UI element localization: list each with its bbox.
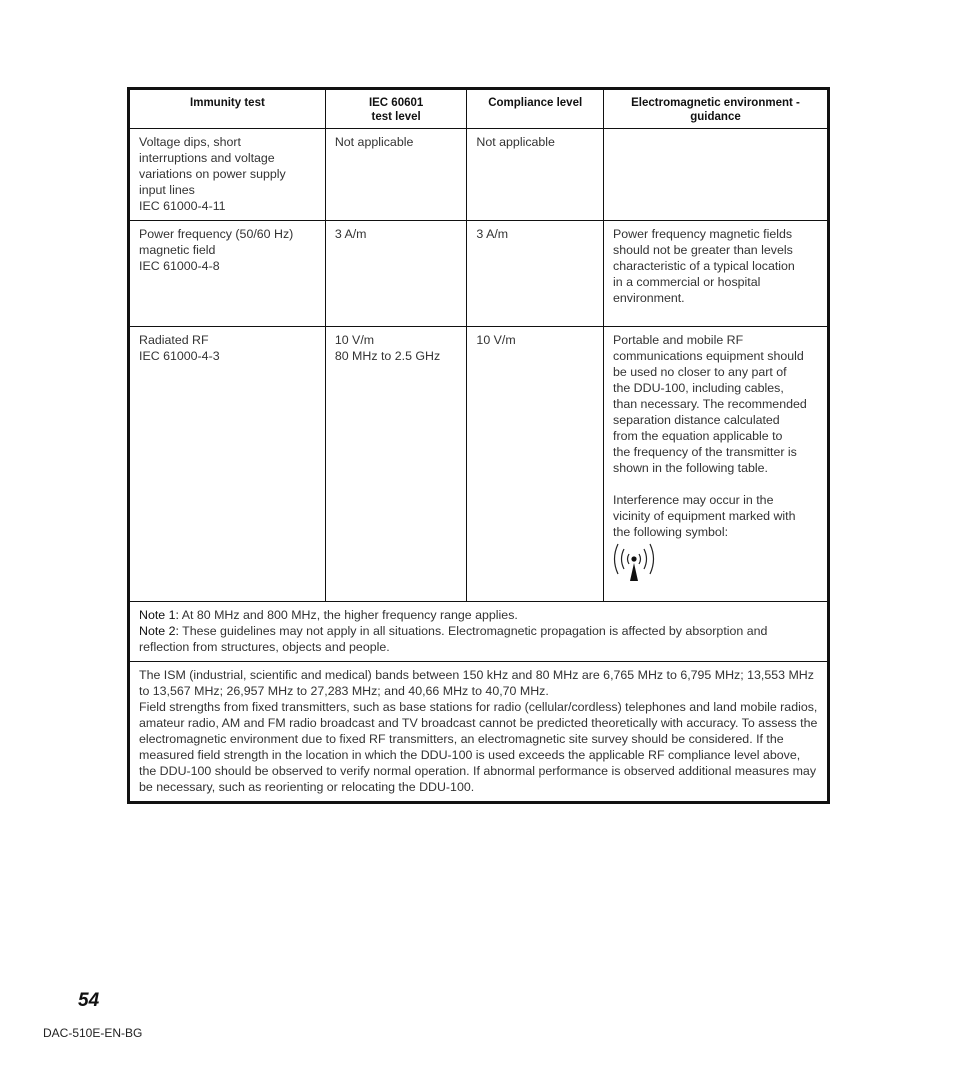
cell-test-level: 10 V/m 80 MHz to 2.5 GHz (325, 327, 467, 602)
cell-compliance: Not applicable (467, 129, 604, 221)
cell-compliance: 10 V/m (467, 327, 604, 602)
notes-row (129, 602, 829, 662)
cell-guidance-with-symbol (604, 327, 829, 602)
page-number: 54 (78, 990, 100, 1011)
cell-guidance (604, 129, 829, 221)
cell-immunity-test: Power frequency (50/60 Hz) magnetic field IEC 61000-4-8 (129, 221, 326, 327)
ism-bands-paragraph: The ISM (industrial, scientific and medical) bands between 150 kHz and 80 MHz are 6,765 MHz to 6,795 MHz; 13,553 MHz to 13,567 MHz; 26,957 MHz to 27,283 MHz; and 40,66 MHz to 40,70 MHz. (139, 668, 814, 698)
note-1-label: Note 1: (139, 608, 179, 622)
note-2 (139, 623, 819, 655)
table-row (129, 221, 829, 327)
header-iec-test-level: IEC 60601 test level (325, 89, 467, 129)
notes-cell (129, 602, 829, 662)
footer-row (129, 662, 829, 803)
header-immunity-test: Immunity test (129, 89, 326, 129)
header-em-guidance: Electromagnetic environment - guidance (604, 89, 829, 129)
non-ionizing-radiation-icon (613, 542, 655, 582)
cell-guidance: Power frequency magnetic fields should not be greater than levels characteristic of a typical location in a commercial or hospital environment. (604, 221, 829, 327)
table-header-row (129, 89, 829, 129)
immunity-table (127, 87, 830, 804)
table-row (129, 327, 829, 602)
cell-immunity-test: Radiated RF IEC 61000-4-3 (129, 327, 326, 602)
table-row (129, 129, 829, 221)
cell-test-level: Not applicable (325, 129, 467, 221)
document-code: DAC-510E-EN-BG (43, 1026, 143, 1040)
header-compliance-level: Compliance level (467, 89, 604, 129)
note-2-text: These guidelines may not apply in all situations. Electromagnetic propagation is affected by absorption and reflection from structures, objects and people. (139, 624, 768, 654)
guidance-text: Portable and mobile RF communications equipment should be used no closer to any part of the DDU-100, including cables, than necessary. The recommended separation distance calculated from the equation applicable to the frequency of the transmitter is shown in the following table. Interference may occur in the vicinity of equipment marked with the following symbol: (613, 333, 807, 539)
cell-test-level: 3 A/m (325, 221, 467, 327)
note-1 (139, 607, 819, 623)
note-2-label: Note 2: (139, 624, 179, 638)
field-strength-paragraph: Field strengths from fixed transmitters, such as base stations for radio (cellular/cordless) telephones and land mobile radios, amateur radio, AM and FM radio broadcast and TV broadcast cannot be predicted theoretically with accuracy. To assess the electromagnetic environment due to fixed RF transmitters, an electromagnetic site survey should be considered. If the measured field strength in the location in which the DDU-100 is used exceeds the applicable RF compliance level above, the DDU-100 should be observed to verify normal operation. If abnormal performance is observed additional measures may be necessary, such as reorienting or relocating the DDU-100. (139, 700, 818, 794)
cell-compliance: 3 A/m (467, 221, 604, 327)
footer-cell (129, 662, 829, 803)
note-1-text: At 80 MHz and 800 MHz, the higher frequency range applies. (178, 608, 518, 622)
cell-immunity-test: Voltage dips, short interruptions and voltage variations on power supply input lines IEC 61000-4-11 (129, 129, 326, 221)
